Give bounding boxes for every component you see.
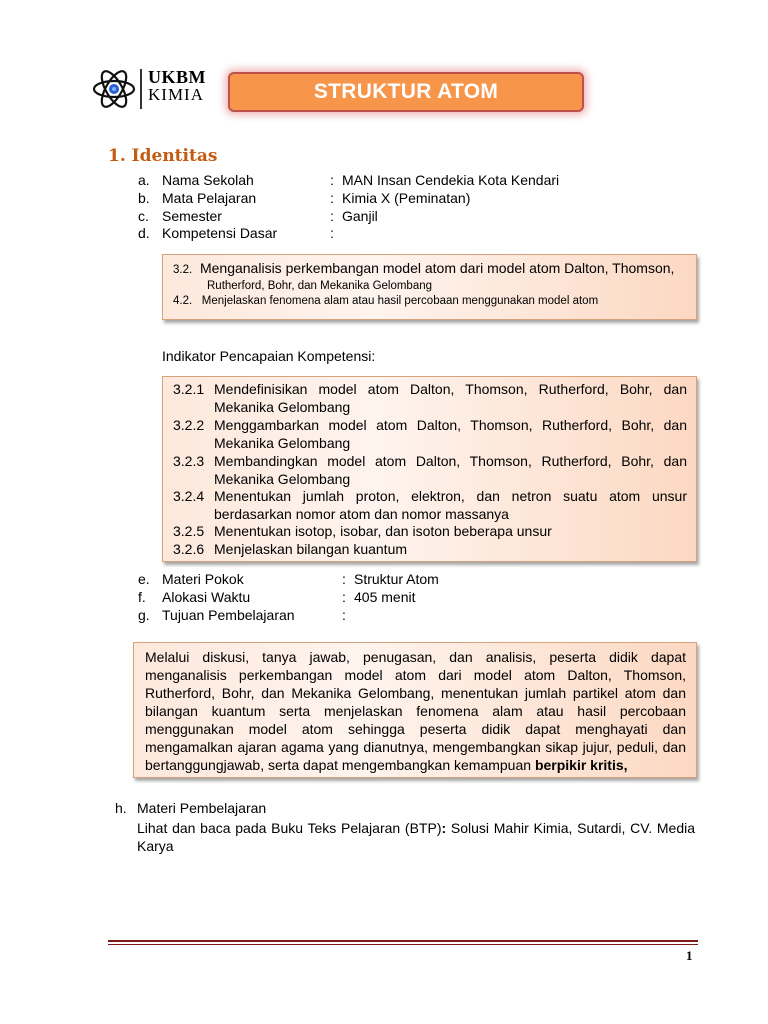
title-banner: STRUKTUR ATOM [228, 72, 584, 112]
row-letter: d. [138, 225, 150, 241]
ipk-item [173, 381, 687, 416]
row-colon: : [330, 225, 334, 241]
ipk-number: 3.2.6 [173, 541, 205, 557]
ipk-number: 3.2.3 [173, 453, 205, 469]
ipk-text: Menentukan jumlah proton, elektron, dan netron suatu atom unsur berdasarkan nomor atom dan nomor massanya [214, 488, 687, 522]
row-label: Nama Sekolah [162, 172, 254, 188]
identitas-row-e [138, 570, 698, 588]
ipk-item [173, 417, 687, 452]
row-letter: e. [138, 571, 150, 587]
logo-line2: KIMIA [148, 85, 204, 104]
kd-item-3-2 [173, 260, 674, 278]
logo-line1: UKBM [148, 67, 206, 87]
kd-number: 3.2. [173, 264, 193, 276]
materi-prefix: Lihat dan baca pada Buku Teks Pelajaran (BTP) [137, 820, 442, 836]
row-colon: : [330, 208, 334, 224]
ipk-box [162, 376, 697, 562]
kompetensi-dasar-box [162, 254, 697, 320]
ipk-text: Menjelaskan bilangan kuantum [214, 541, 408, 557]
ipk-text: Mendefinisikan model atom Dalton, Thomson, Rutherford, Bohr, dan Mekanika Gelombang [214, 381, 687, 415]
row-letter: a. [138, 172, 150, 188]
row-colon: : [342, 589, 346, 605]
identitas-row-c [138, 207, 698, 225]
ipk-number: 3.2.5 [173, 523, 205, 539]
kd-item-4-2 [173, 293, 598, 309]
page-number: 1 [686, 948, 693, 963]
identitas-row-f [138, 588, 698, 606]
identitas-row-a [138, 171, 698, 189]
materi-text [137, 819, 695, 855]
row-letter: h. [115, 800, 127, 816]
ipk-number: 3.2.4 [173, 488, 205, 504]
ipk-number: 3.2.1 [173, 381, 205, 397]
row-value: MAN Insan Cendekia Kota Kendari [342, 172, 560, 188]
ipk-item [173, 453, 687, 488]
kd-text: Menganalisis perkembangan model atom dari model atom Dalton, Thomson, [199, 260, 675, 276]
row-value: Ganjil [342, 208, 378, 224]
ipk-item [173, 541, 687, 559]
logo-text [148, 68, 206, 104]
ipk-item [173, 488, 687, 523]
row-label: Materi Pembelajaran [137, 800, 267, 816]
kd-item-3-2-cont: Rutherford, Bohr, dan Mekanika Gelombang [207, 280, 433, 292]
identitas-row-d [138, 224, 698, 242]
ipk-number: 3.2.2 [173, 417, 205, 433]
tujuan-pembelajaran-box [133, 642, 697, 778]
row-colon: : [342, 571, 346, 587]
footer-rule-thick [108, 940, 698, 942]
atom-logo-icon [92, 66, 136, 112]
row-label: Materi Pokok [162, 571, 244, 587]
section-heading: 1. Identitas [108, 146, 218, 166]
ipk-label: Indikator Pencapaian Kompetensi: [162, 348, 376, 364]
row-value: 405 menit [354, 589, 416, 605]
row-label: Alokasi Waktu [162, 589, 251, 605]
row-letter: c. [138, 208, 149, 224]
tujuan-text [145, 648, 686, 774]
identitas-row-b [138, 189, 698, 207]
materi-colon: : [441, 820, 447, 836]
kd-number: 4.2. [173, 295, 193, 307]
materi-suffix: Solusi Mahir Kimia, Sutardi, CV. Media Karya [137, 820, 696, 854]
footer-rule-thin [108, 944, 698, 945]
tujuan-body: Melalui diskusi, tanya jawab, penugasan, dan analisis, peserta didik dapat menganalisis perkembangan model atom dari model atom Dalton, Thomson, Rutherford, Bohr, dan Mekanika Gelombang, menentukan jumlah partikel atom dan bilangan kuantum serta menjelaskan fenomena alam atau hasil percobaan menggunakan model atom sehingga peserta didik dapat menghayati dan mengamalkan ajaran agama yang dianutnya, mengembangkan sikap jujur, peduli, dan bertanggungjawab, serta dapat mengembangkan kemampuan [145, 649, 686, 773]
ipk-text: Menggambarkan model atom Dalton, Thomson, Rutherford, Bohr, dan Mekanika Gelombang [214, 417, 687, 451]
row-letter: g. [138, 607, 150, 623]
ipk-item [173, 523, 687, 541]
row-colon: : [342, 607, 346, 623]
kd-text: Menjelaskan fenomena alam atau hasil percobaan menggunakan model atom [201, 295, 599, 307]
row-label: Tujuan Pembelajaran [162, 607, 295, 623]
row-value: Kimia X (Peminatan) [342, 190, 471, 206]
tujuan-bold: berpikir kritis, [534, 757, 628, 773]
row-letter: b. [138, 190, 150, 206]
row-label: Kompetensi Dasar [162, 225, 278, 241]
row-label: Semester [162, 208, 222, 224]
materi-pembelajaran [115, 799, 695, 859]
row-colon: : [330, 172, 334, 188]
row-letter: f. [138, 589, 146, 605]
row-colon: : [330, 190, 334, 206]
logo-divider [140, 69, 142, 109]
row-value: Struktur Atom [354, 571, 439, 587]
identitas-row-g [138, 606, 698, 624]
ipk-text: Membandingkan model atom Dalton, Thomson, Rutherford, Bohr, dan Mekanika Gelombang [214, 453, 687, 487]
row-label: Mata Pelajaran [162, 190, 257, 206]
ipk-text: Menentukan isotop, isobar, dan isoton beberapa unsur [214, 523, 552, 539]
